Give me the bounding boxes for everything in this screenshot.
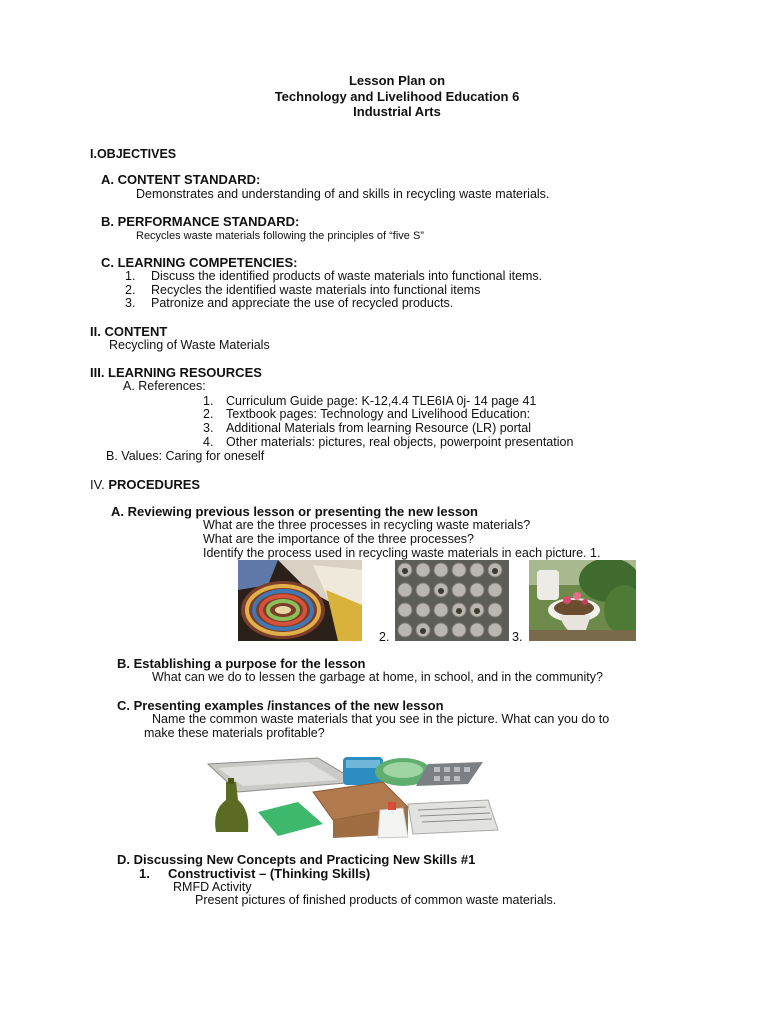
procedure-a-heading: A. Reviewing previous lesson or presenting the new lesson <box>111 504 478 519</box>
competency-num-1: 1. <box>125 269 136 283</box>
reference-num-4: 4. <box>203 435 214 449</box>
competency-num-2: 2. <box>125 283 136 297</box>
procedure-a-line-2: What are the importance of the three processes? <box>203 532 474 546</box>
waste-materials-photo <box>198 752 508 840</box>
title-line-2: Technology and Livelihood Education 6 <box>274 89 520 104</box>
procedure-b-text: What can we do to lessen the garbage at home, in school, and in the community? <box>152 670 603 684</box>
content-standard-text: Demonstrates and understanding of and skills in recycling waste materials. <box>136 187 550 201</box>
procedure-c-line-2: make these materials profitable? <box>144 726 325 740</box>
reference-num-3: 3. <box>203 421 214 435</box>
waste-materials-illustration <box>198 752 508 840</box>
content-standard-heading: A. CONTENT STANDARD: <box>101 172 261 187</box>
recycled-placemat-photo <box>238 560 362 641</box>
procedures-heading <box>90 478 200 491</box>
procedure-c-line-1: Name the common waste materials that you see in the picture. What can you do to <box>152 712 610 726</box>
competency-text-2: Recycles the identified waste materials into functional items <box>151 283 481 297</box>
reference-text-3: Additional Materials from learning Resource (LR) portal <box>226 421 531 435</box>
picture-label-2: 2. <box>379 630 390 644</box>
title-line-3: Industrial Arts <box>353 104 441 119</box>
picture-label-3: 3. <box>512 630 523 644</box>
competency-text-1: Discuss the identified products of waste materials into functional items. <box>151 269 543 283</box>
procedure-a-line-3: Identify the process used in recycling waste materials in each picture. 1. <box>203 546 601 560</box>
toilet-planter-illustration <box>529 560 636 641</box>
procedure-d-sub-heading: Constructivist – (Thinking Skills) <box>168 866 371 881</box>
toilet-planter-photo <box>529 560 636 641</box>
reference-text-1: Curriculum Guide page: K-12,4.4 TLE6IA 0j- 14 page 41 <box>226 394 537 408</box>
procedure-a-line-1: What are the three processes in recycling waste materials? <box>203 518 531 532</box>
procedure-b-heading: B. Establishing a purpose for the lesson <box>117 656 366 671</box>
performance-standard-text: Recycles waste materials following the principles of “five S” <box>136 230 424 242</box>
content-heading: II. CONTENT <box>90 324 168 339</box>
competency-text-3: Patronize and appreciate the use of recycled products. <box>151 296 454 310</box>
reference-num-2: 2. <box>203 407 214 421</box>
procedure-d-activity: RMFD Activity <box>173 880 252 894</box>
egg-tray-illustration <box>395 560 509 641</box>
title-line-1: Lesson Plan on <box>348 73 446 88</box>
learning-competencies-heading: C. LEARNING COMPETENCIES: <box>101 255 298 270</box>
procedure-d-sub-num: 1. <box>139 866 150 881</box>
procedures-prefix: IV. <box>90 477 105 492</box>
reference-text-2: Textbook pages: Technology and Livelihood Education: <box>226 407 531 421</box>
values-line: B. Values: Caring for oneself <box>106 449 265 463</box>
procedure-c-heading: C. Presenting examples /instances of the new lesson <box>117 698 444 713</box>
content-text: Recycling of Waste Materials <box>109 338 270 352</box>
references-label: A. References: <box>123 379 206 393</box>
procedures-title: PROCEDURES <box>108 477 201 492</box>
procedure-d-heading: D. Discussing New Concepts and Practicing New Skills #1 <box>117 852 476 867</box>
procedure-d-text: Present pictures of finished products of common waste materials. <box>195 893 557 907</box>
performance-standard-heading: B. PERFORMANCE STANDARD: <box>101 214 300 229</box>
reference-text-4: Other materials: pictures, real objects, powerpoint presentation <box>226 435 574 449</box>
placemat-illustration <box>238 560 362 641</box>
objectives-heading: I.OBJECTIVES <box>90 147 177 161</box>
learning-resources-heading: III. LEARNING RESOURCES <box>90 365 262 380</box>
competency-num-3: 3. <box>125 296 136 310</box>
egg-tray-seedlings-photo <box>395 560 509 641</box>
reference-num-1: 1. <box>203 394 214 408</box>
